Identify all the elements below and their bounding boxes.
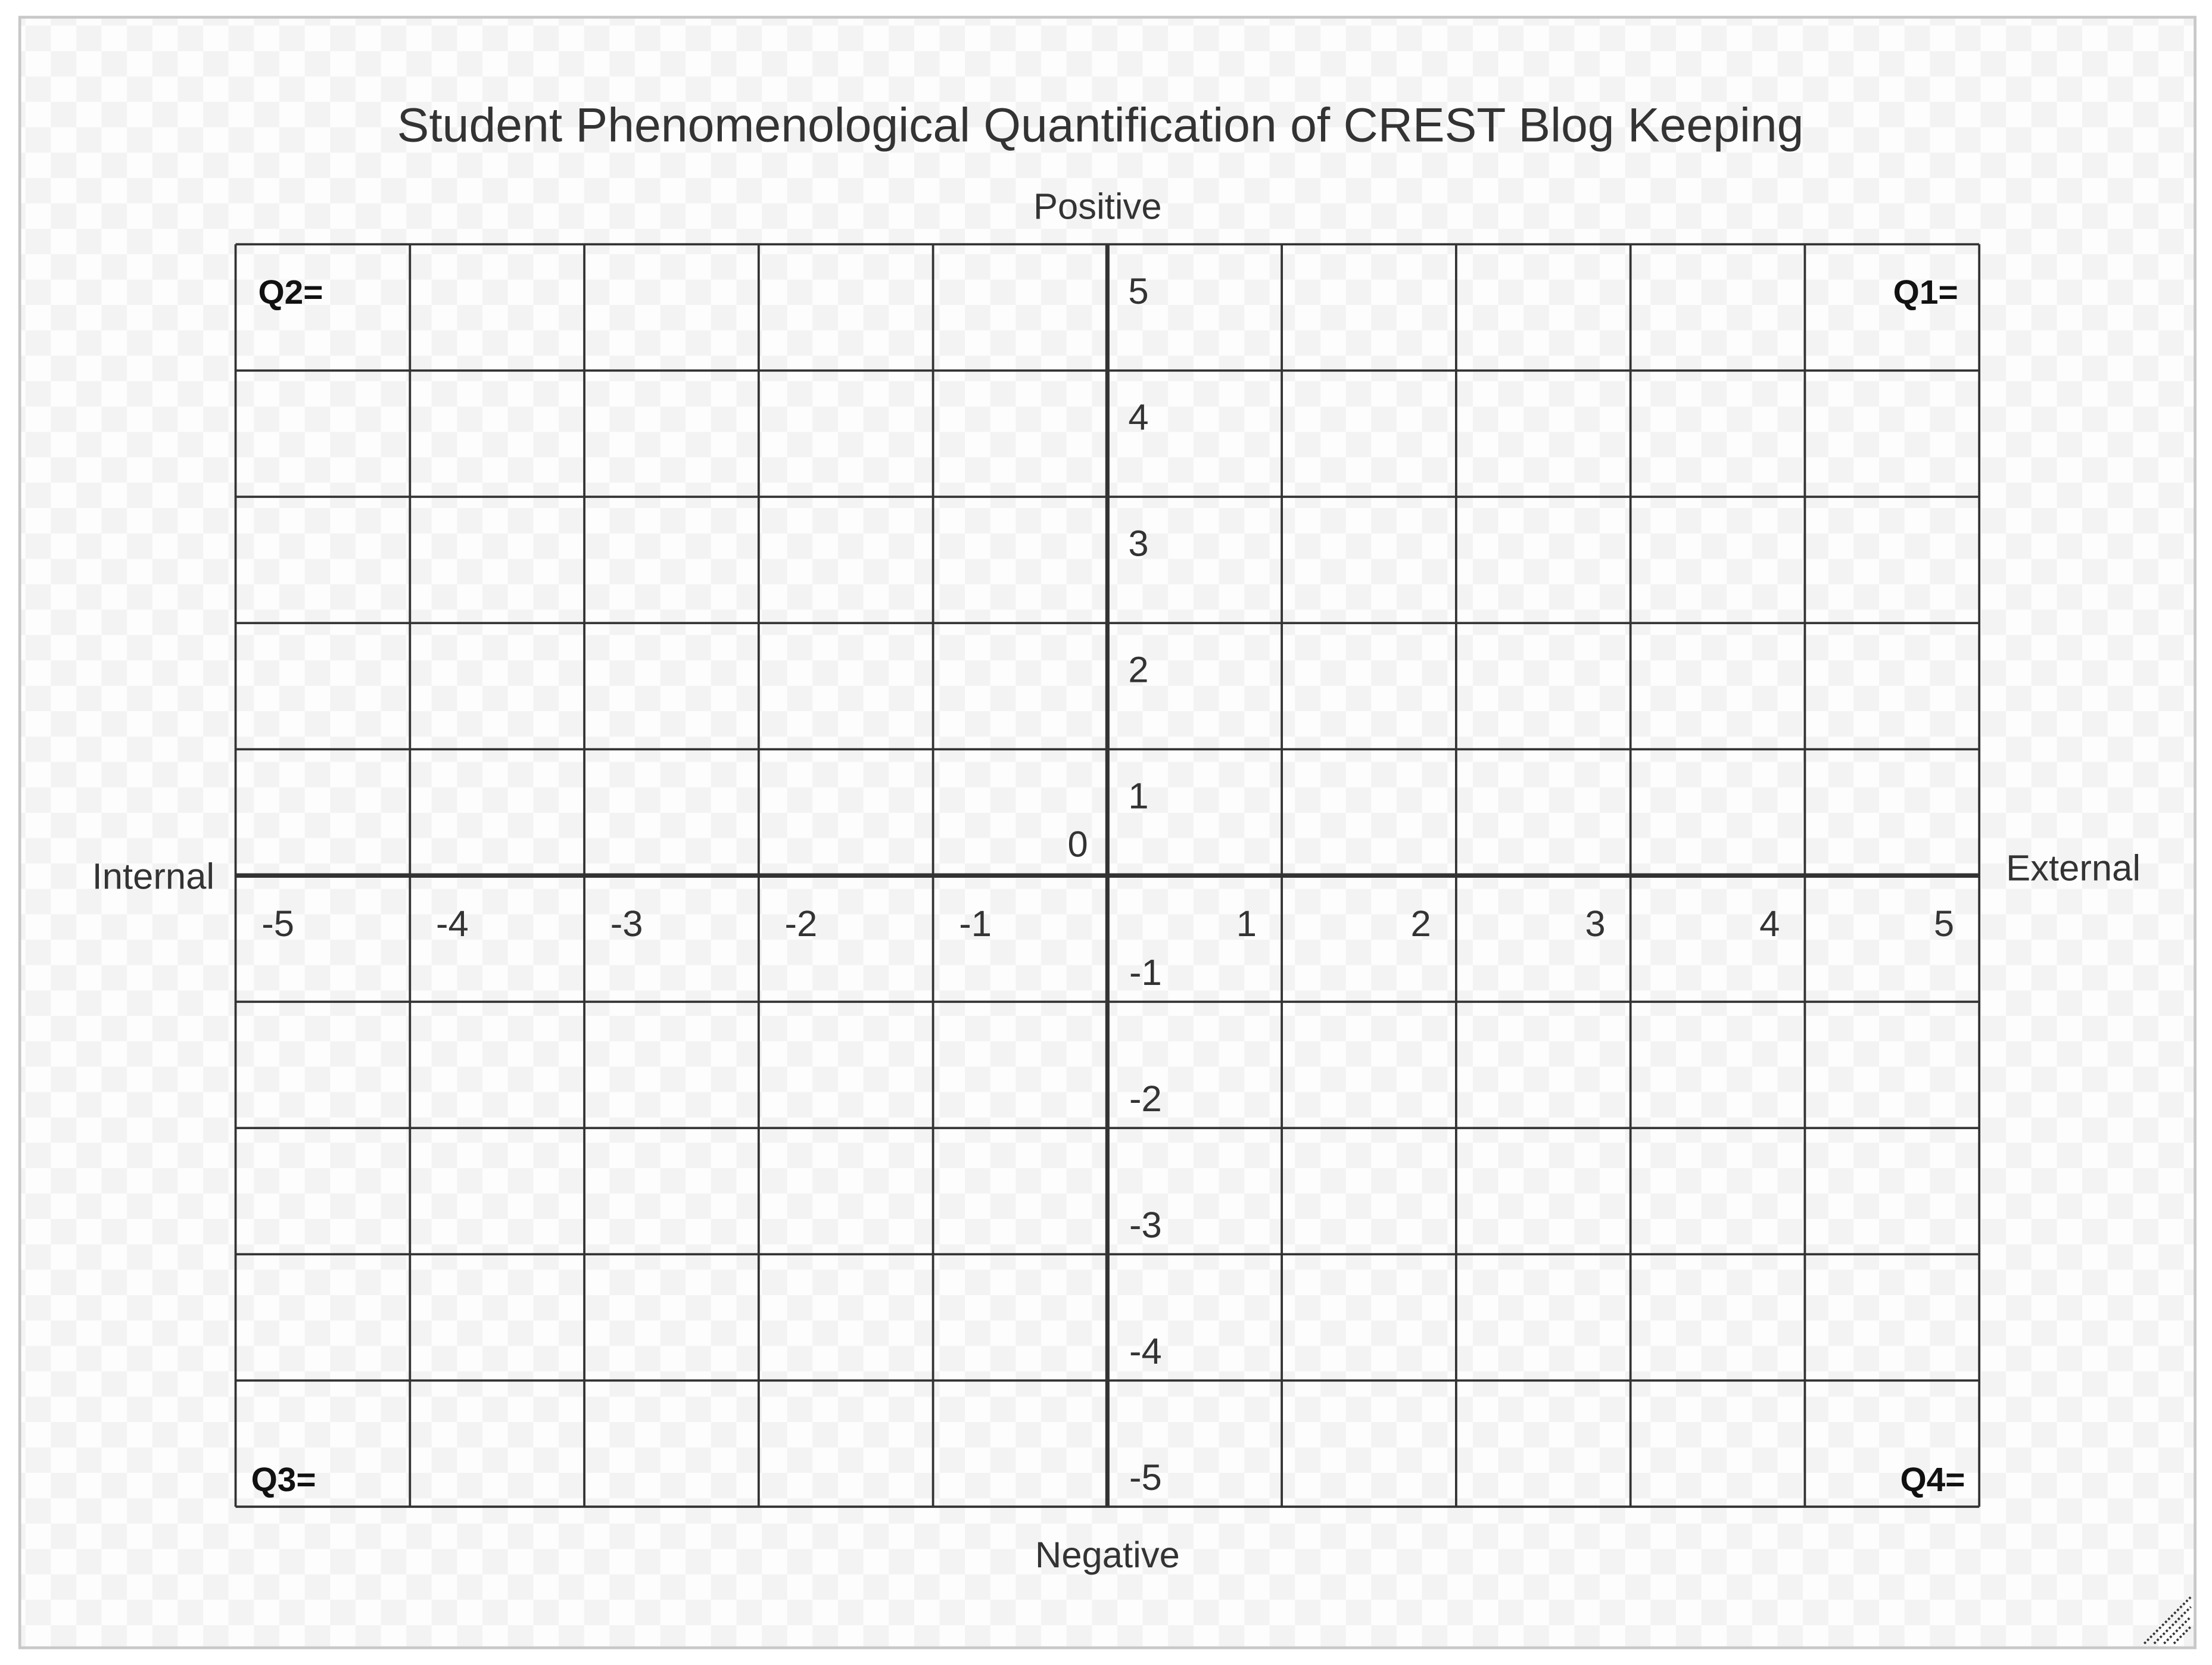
x-tick-label: 1 (1236, 903, 1257, 945)
x-axis-left-label: Internal (92, 856, 215, 897)
y-tick-label: 2 (1128, 649, 1149, 691)
x-tick-label: 3 (1585, 903, 1606, 945)
x-tick-label: -4 (435, 903, 469, 945)
y-tick-label: -5 (1129, 1457, 1162, 1498)
x-tick-label: 2 (1410, 903, 1431, 945)
y-tick-label: 4 (1128, 397, 1149, 438)
x-tick-label: 5 (1933, 903, 1955, 945)
quadrant-label-q4: Q4= (1900, 1461, 1965, 1499)
x-tick-label: -5 (261, 903, 295, 945)
y-tick-label: 1 (1128, 775, 1149, 817)
y-tick-label: -1 (1129, 952, 1162, 993)
y-tick-label: -2 (1129, 1078, 1162, 1120)
y-axis-bottom-label: Negative (1035, 1535, 1180, 1576)
quadrant-label-q1: Q1= (1893, 273, 1958, 311)
chart-title: Student Phenomenological Quantification of CREST Blog Keeping (397, 98, 1804, 152)
y-tick-label: 5 (1128, 270, 1149, 312)
origin-label: 0 (1067, 824, 1088, 865)
x-tick-label: 4 (1759, 903, 1780, 945)
x-tick-label: -1 (959, 903, 992, 945)
x-tick-label: -3 (610, 903, 643, 945)
y-axis-top-label: Positive (1033, 186, 1162, 227)
y-tick-label: -3 (1129, 1204, 1162, 1246)
y-tick-label: 3 (1128, 523, 1149, 565)
x-axis-right-label: External (2006, 847, 2141, 889)
y-tick-label: -4 (1129, 1330, 1162, 1372)
quadrant-label-q2: Q2= (258, 273, 323, 311)
x-tick-label: -2 (784, 903, 818, 945)
quadrant-label-q3: Q3= (251, 1461, 316, 1499)
